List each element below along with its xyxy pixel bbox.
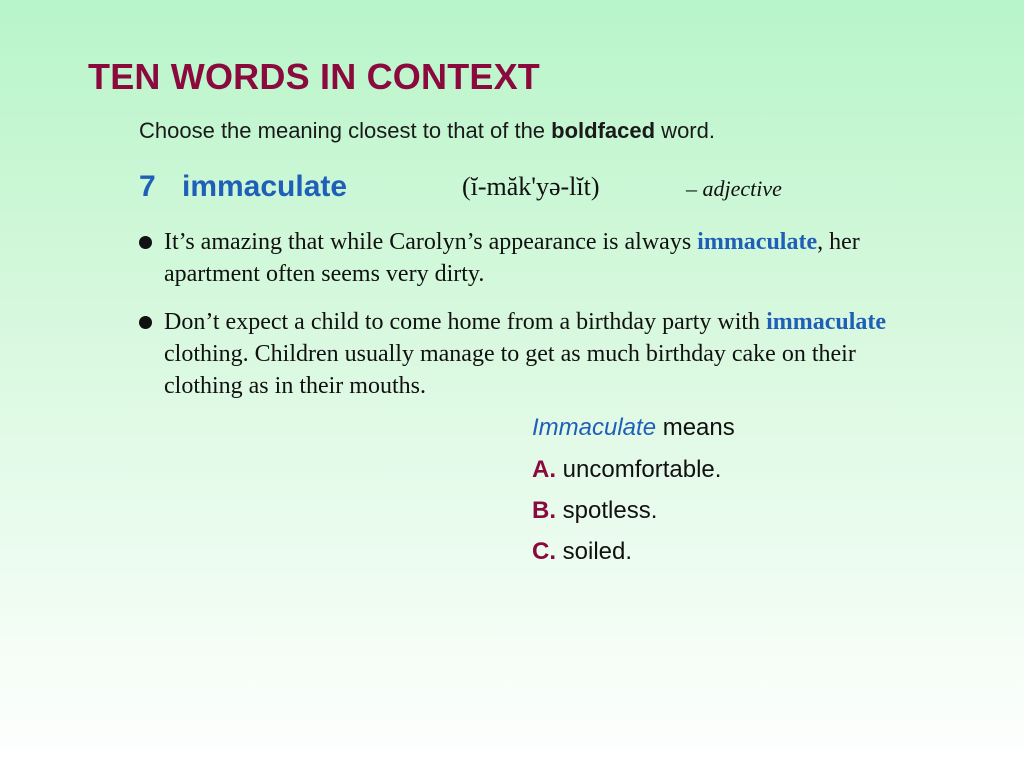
- slide-title: TEN WORDS IN CONTEXT: [88, 56, 540, 97]
- answer-option-b[interactable]: [532, 497, 657, 525]
- sentence-keyword: immaculate: [697, 229, 818, 255]
- headword: immaculate: [182, 170, 348, 203]
- sentence-text: [164, 306, 904, 402]
- question-term: Immaculate: [532, 414, 657, 441]
- question-prompt: [532, 414, 735, 442]
- option-letter: A.: [532, 456, 556, 483]
- sentence-after: clothing. Children usually manage to get as much birthday cake on their clothing as in their mouths.: [164, 341, 856, 399]
- instruction-before: Choose the meaning closest to that of the: [139, 118, 552, 143]
- question-rest: means: [656, 414, 735, 441]
- sentence-after: , her apartment often seems very dirty.: [164, 229, 860, 287]
- answer-option-c[interactable]: [532, 538, 632, 566]
- instruction-after: word.: [655, 118, 715, 143]
- bullet-dot-icon: [139, 316, 152, 329]
- pronunciation: (ĭ-măk'yə-lĭt): [462, 172, 600, 201]
- sentence-keyword: immaculate: [766, 309, 887, 335]
- sentence-before: Don’t expect a child to come home from a birthday party with: [164, 309, 767, 335]
- sentence-text: [164, 226, 904, 290]
- bullet-dot-icon: [139, 236, 152, 249]
- sentence-before: It’s amazing that while Carolyn’s appearance is always: [164, 229, 698, 255]
- option-text: uncomfortable.: [556, 456, 722, 483]
- instruction-text: [139, 118, 715, 144]
- instruction-bold: boldfaced: [551, 118, 656, 143]
- option-text: soiled.: [556, 538, 633, 565]
- option-text: spotless.: [556, 497, 658, 524]
- part-of-speech: – adjective: [686, 176, 782, 201]
- answer-option-a[interactable]: [532, 456, 721, 484]
- option-letter: B.: [532, 497, 556, 524]
- word-number: 7: [139, 170, 156, 203]
- option-letter: C.: [532, 538, 556, 565]
